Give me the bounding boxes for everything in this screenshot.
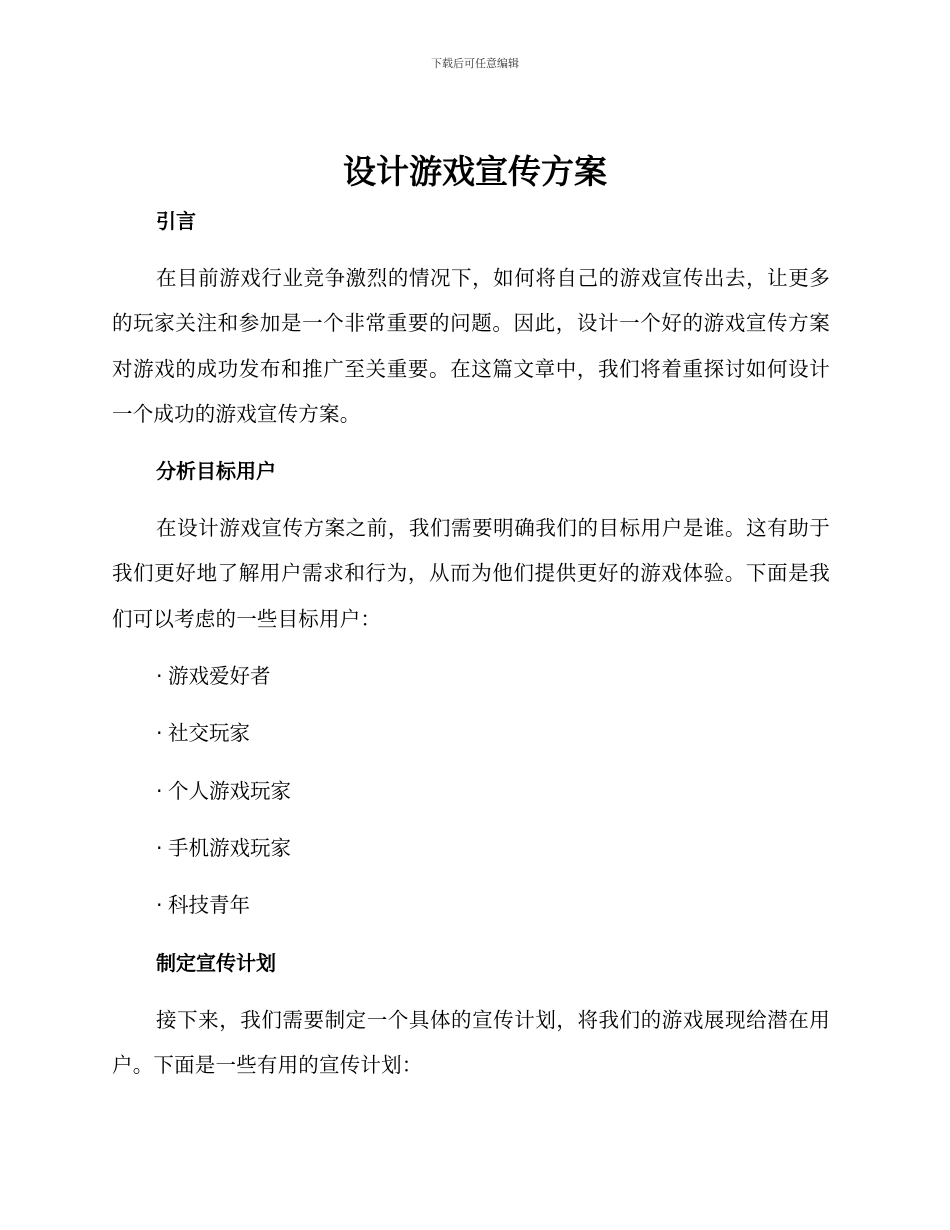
- list-item-label: 游戏爱好者: [168, 664, 271, 688]
- section-heading-introduction: 引言: [156, 209, 196, 233]
- list-item: [156, 663, 271, 689]
- page-header: 下载后可任意编辑: [431, 57, 519, 70]
- bullet-marker: ·: [156, 836, 163, 860]
- list-item: [156, 720, 250, 746]
- section-heading-target-users: 分析目标用户: [156, 459, 276, 483]
- list-item-label: 社交玩家: [168, 721, 250, 745]
- list-item-label: 手机游戏玩家: [168, 836, 291, 860]
- bullet-marker: ·: [156, 721, 163, 745]
- section-paragraph-target-users: 在设计游戏宣传方案之前，我们需要明确我们的目标用户是谁。这有助于我们更好地了解用户需求和行为，从而为他们提供更好的游戏体验。下面是我们可以考虑的一些目标用户：: [112, 516, 830, 631]
- list-item-label: 个人游戏玩家: [168, 779, 291, 803]
- list-item: [156, 778, 291, 804]
- document-title: 设计游戏宣传方案: [343, 152, 607, 191]
- list-item: [156, 892, 250, 918]
- section-paragraph-promotion-plan: 接下来，我们需要制定一个具体的宣传计划，将我们的游戏展现给潜在用户。下面是一些有用的宣传计划：: [112, 1008, 830, 1078]
- section-paragraph-introduction: 在目前游戏行业竞争激烈的情况下，如何将自己的游戏宣传出去，让更多的玩家关注和参加是一个非常重要的问题。因此，设计一个好的游戏宣传方案对游戏的成功发布和推广至关重要。在这篇文章中，我们将着重探讨如何设计一个成功的游戏宣传方案。: [112, 266, 830, 426]
- bullet-marker: ·: [156, 664, 163, 688]
- bullet-marker: ·: [156, 893, 163, 917]
- list-item: [156, 835, 291, 861]
- list-item-label: 科技青年: [168, 893, 250, 917]
- bullet-marker: ·: [156, 779, 163, 803]
- section-heading-promotion-plan: 制定宣传计划: [156, 951, 276, 975]
